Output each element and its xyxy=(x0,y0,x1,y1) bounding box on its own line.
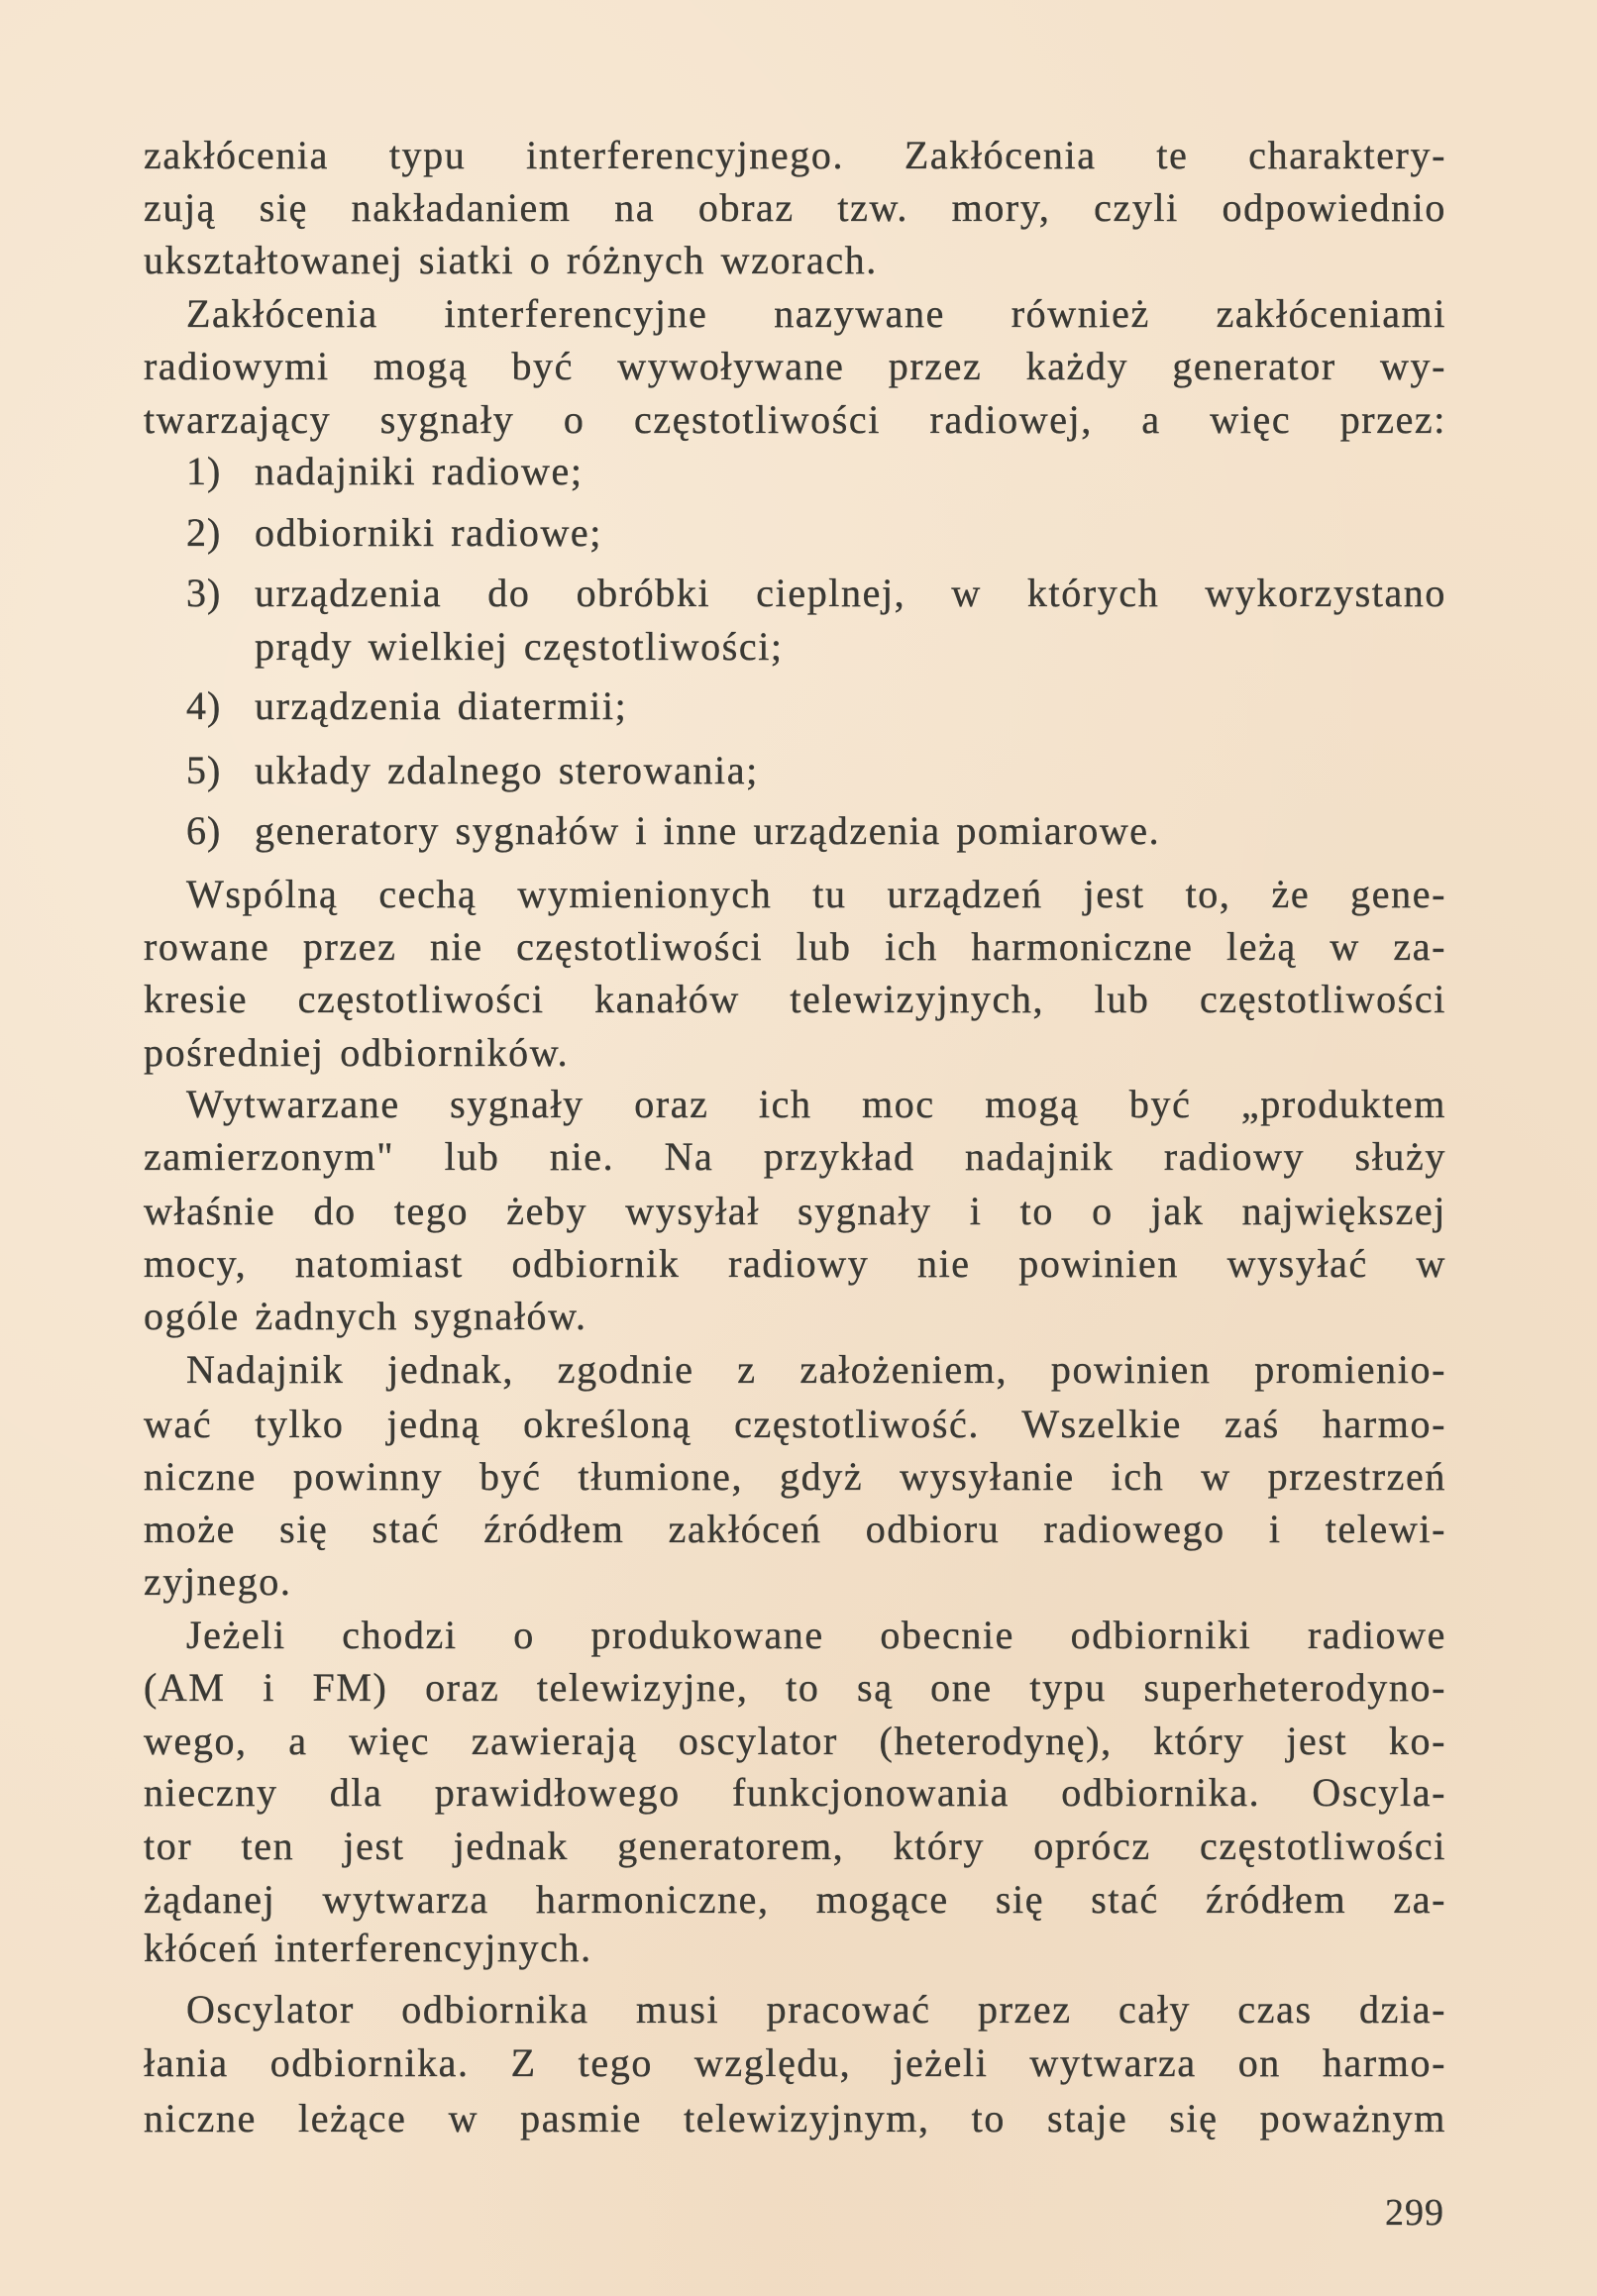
text-line: (AM i FM) oraz telewizyjne, to są one typu superheterodyno- xyxy=(144,1665,1446,1710)
text-line: kłóceń interferencyjnych. xyxy=(144,1926,592,1970)
page-number: 299 xyxy=(1385,2192,1444,2234)
text-line: nieczny dla prawidłowego funkcjonowania odbiornika. Oscyla- xyxy=(144,1770,1446,1815)
list-item-text: nadajniki radiowe; xyxy=(255,449,584,493)
text-line: niczne powinny być tłumione, gdyż wysyłanie ich w przestrzeń xyxy=(144,1454,1446,1499)
text-line: pośredniej odbiorników. xyxy=(144,1030,570,1075)
text-line: rowane przez nie częstotliwości lub ich harmoniczne leżą w za- xyxy=(144,924,1446,969)
text-line: zakłócenia typu interferencyjnego. Zakłócenia te charaktery- xyxy=(144,133,1446,177)
text-line: Nadajnik jednak, zgodnie z założeniem, powinien promienio- xyxy=(186,1347,1446,1392)
text-line: zamierzonym" lub nie. Na przykład nadajnik radiowy służy xyxy=(144,1134,1446,1179)
text-line: Zakłócenia interferencyjne nazywane również zakłóceniami xyxy=(186,291,1446,336)
text-line: może się stać źródłem zakłóceń odbioru radiowego i telewi- xyxy=(144,1507,1446,1551)
text-line: twarzający sygnały o częstotliwości radiowej, a więc przez: xyxy=(144,397,1446,442)
text-line: niczne leżące w pasmie telewizyjnym, to staje się poważnym xyxy=(144,2096,1446,2140)
text-line: Oscylator odbiornika musi pracować przez cały czas dzia- xyxy=(186,1987,1446,2032)
list-number: 3) xyxy=(186,571,222,615)
text-line: Jeżeli chodzi o produkowane obecnie odbiorniki radiowe xyxy=(186,1613,1446,1657)
text-line: kresie częstotliwości kanałów telewizyjnych, lub częstotliwości xyxy=(144,977,1446,1021)
list-item-text: urządzenia do obróbki cieplnej, w których wykorzystano xyxy=(255,571,1446,615)
text-line: zują się nakładaniem na obraz tzw. mory, czyli odpowiednio xyxy=(144,185,1446,230)
list-number: 6) xyxy=(186,808,222,853)
text-line: żądanej wytwarza harmoniczne, mogące się stać źródłem za- xyxy=(144,1877,1446,1922)
list-number: 2) xyxy=(186,510,222,555)
list-item-text: generatory sygnałów i inne urządzenia pomiarowe. xyxy=(255,808,1161,853)
list-number: 5) xyxy=(186,748,222,792)
text-line: wać tylko jedną określoną częstotliwość. Wszelkie zaś harmo- xyxy=(144,1402,1446,1446)
text-line: ogóle żadnych sygnałów. xyxy=(144,1294,587,1338)
list-item-text: prądy wielkiej częstotliwości; xyxy=(255,624,784,669)
text-line: tor ten jest jednak generatorem, który oprócz częstotliwości xyxy=(144,1824,1446,1868)
list-number: 4) xyxy=(186,683,222,728)
text-line: radiowymi mogą być wywoływane przez każdy generator wy- xyxy=(144,344,1446,388)
list-number: 1) xyxy=(186,449,222,493)
text-line: Wspólną cechą wymienionych tu urządzeń jest to, że gene- xyxy=(186,872,1446,916)
list-item-text: urządzenia diatermii; xyxy=(255,683,628,728)
text-line: ukształtowanej siatki o różnych wzorach. xyxy=(144,238,878,282)
list-item-text: odbiorniki radiowe; xyxy=(255,510,603,555)
text-line: właśnie do tego żeby wysyłał sygnały i to o jak największej xyxy=(144,1189,1446,1233)
text-line: łania odbiornika. Z tego względu, jeżeli wytwarza on harmo- xyxy=(144,2040,1446,2085)
text-line: wego, a więc zawierają oscylator (heterodynę), który jest ko- xyxy=(144,1719,1446,1763)
text-line: Wytwarzane sygnały oraz ich moc mogą być „produktem xyxy=(186,1082,1446,1126)
text-line: mocy, natomiast odbiornik radiowy nie powinien wysyłać w xyxy=(144,1241,1446,1286)
text-line: zyjnego. xyxy=(144,1559,292,1604)
list-item-text: układy zdalnego sterowania; xyxy=(255,748,759,792)
